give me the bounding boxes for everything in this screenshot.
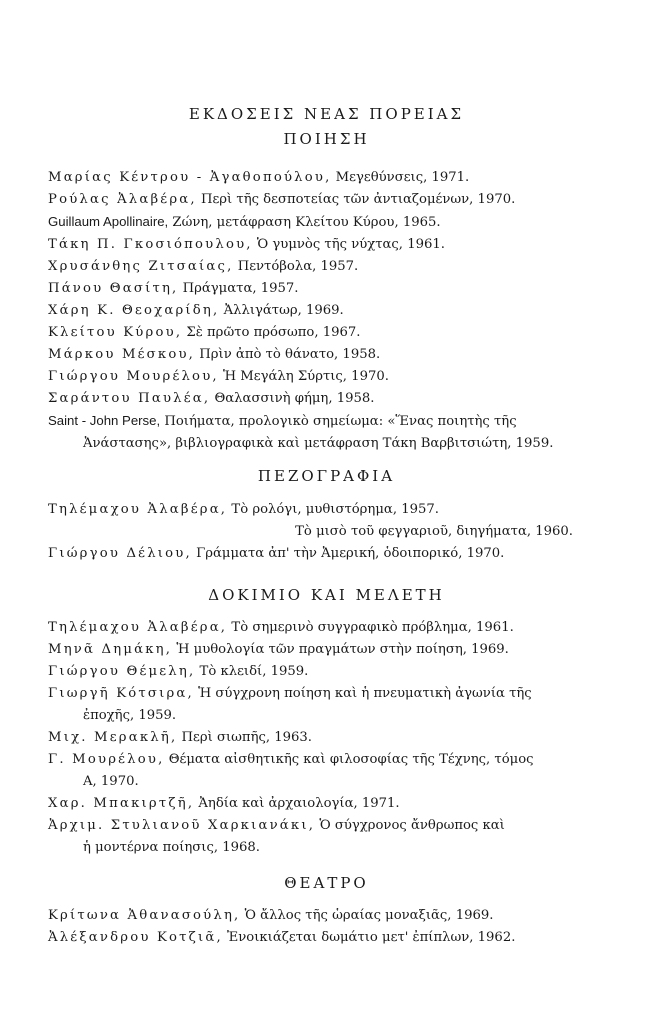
work: ἡ μοντέρνα ποίησις, 1968. [83,840,260,855]
work: Τὸ σημερινὸ συγγραφικὸ πρόβλημα, 1961. [227,620,514,635]
work: Ὁ ἄλλος τῆς ὡραίας μοναξιᾶς, 1969. [240,908,494,923]
author: Χάρη Κ. Θεοχαρίδη, [48,303,220,318]
author: Τάκη Π. Γκοσιόπουλου, [48,237,253,252]
author: Πάνου Θασίτη, [48,281,179,296]
publisher-title: ΕΚΔΟΣΕΙΣ ΝΕΑΣ ΠΟΡΕΙΑΣ [188,105,465,123]
list-item-continuation [48,837,608,859]
author: Κλείτου Κύρου, [48,325,183,340]
work: Γράμματα ἀπ' τὴν Ἀμερική, ὁδοιπορικό, 1970. [191,546,505,561]
list-item [48,234,608,256]
work: Θέματα αἰσθητικῆς καὶ φιλοσοφίας τῆς Τέχνης, τόμος [164,752,534,767]
author: Τηλέμαχου Ἀλαβέρα, [48,502,228,517]
author: Γιώργου Δέλιου, [48,546,192,561]
section-heading-prose: ΠΕΖΟΓΡΑΦΙΑ [257,467,396,485]
author: Γ. Μουρέλου, [48,752,165,767]
author: Γιωργῆ Κότσιρα, [48,686,194,701]
list-item [48,727,608,749]
list-item-continuation [48,705,608,727]
work: Ὁ γυμνὸς τῆς νύχτας, 1961. [252,237,445,252]
poetry-list [48,167,608,455]
list-item [48,322,608,344]
list-item [48,388,608,410]
list-item [48,617,608,639]
work: Ἡ σύγχρονη ποίηση καὶ ἡ πνευματικὴ ἀγωνία τῆς [193,686,532,701]
work: Α, 1970. [83,774,139,789]
work: Τὸ ρολόγι, μυθιστόρημα, 1957. [227,502,439,517]
work: Ἀνάστασης», βιβλιογραφικὰ καὶ μετάφραση Τάκη Βαρβιτσιώτη, 1959. [83,436,554,451]
work: ἐποχῆς, 1959. [83,708,177,723]
author: Γιώργου Θέμελη, [48,664,196,679]
author: Ἀρχιμ. Στυλιανοῦ Χαρκιανάκι, [48,818,316,833]
author: Χρυσάνθης Ζιτσαίας, [48,259,234,274]
work: Ἡ μυθολογία τῶν πραγμάτων στὴν ποίηση, 1969. [172,642,509,657]
work: Τὸ μισὸ τοῦ φεγγαριοῦ, διηγήματα, 1960. [295,524,573,539]
list-item-continuation [48,521,608,543]
work: Μεγεθύνσεις, 1971. [331,170,470,185]
author: Saint - John Perse, [48,413,161,428]
list-item [48,300,608,322]
work: Ζώνη, μετάφραση Κλείτου Κύρου, 1965. [168,215,441,230]
list-item [48,683,608,705]
list-item [48,211,608,234]
list-item [48,410,608,433]
list-item [48,278,608,300]
list-item [48,189,608,211]
list-item-continuation [48,433,608,455]
work: Ἀηδία καὶ ἀρχαιολογία, 1971. [194,796,400,811]
list-item [48,167,608,189]
prose-list [48,499,608,565]
list-item [48,543,608,565]
work: Ἡ Μεγάλη Σύρτις, 1970. [218,369,389,384]
list-item [48,793,608,815]
author: Μηνᾶ Δημάκη, [48,642,173,657]
list-item [48,661,608,683]
list-item [48,905,608,927]
author: Μαρίας Κέντρου - Ἀγαθοπούλου, [48,170,332,185]
list-item [48,815,608,837]
list-item [48,499,608,521]
list-item [48,366,608,388]
work: Ἐνοικιάζεται δωμάτιο μετ' ἐπίπλων, 1962. [222,930,516,945]
list-item-continuation [48,771,608,793]
list-item [48,639,608,661]
author: Μιχ. Μερακλῆ, [48,730,178,745]
author: Γιώργου Μουρέλου, [48,369,219,384]
work: Περὶ τῆς δεσποτείας τῶν ἀντιαζομένων, 1970. [196,192,516,207]
work: Πεντόβολα, 1957. [233,259,359,274]
work: Περὶ σιωπῆς, 1963. [177,730,313,745]
work: Ἀλλιγάτωρ, 1969. [219,303,344,318]
author: Κρίτωνα Ἀθανασούλη, [48,908,241,923]
section-heading-essay: ΔΟΚΙΜΙΟ ΚΑΙ ΜΕΛΕΤΗ [208,586,445,604]
list-item [48,344,608,366]
theatre-list [48,905,608,949]
work: Τὸ κλειδί, 1959. [195,664,309,679]
work: Σὲ πρῶτο πρόσωπο, 1967. [182,325,361,340]
section-heading-poetry: ΠΟΙΗΣΗ [283,130,370,148]
work: Ποιήματα, προλογικὸ σημείωμα: «Ἕνας ποιητὴς τῆς [160,414,517,429]
list-item [48,927,608,949]
author: Χαρ. Μπακιρτζῆ, [48,796,195,811]
author: Μάρκου Μέσκου, [48,347,196,362]
author: Ρούλας Ἀλαβέρα, [48,192,197,207]
work: Θαλασσινὴ φήμη, 1958. [210,391,375,406]
author: Σαράντου Παυλέα, [48,391,211,406]
work: Ὁ σύγχρονος ἄνθρωπος καὶ [315,818,505,833]
essay-list [48,617,608,859]
author: Ἀλέξανδρου Κοτζιᾶ, [48,930,223,945]
list-item [48,256,608,278]
list-item [48,749,608,771]
work: Πρὶν ἀπὸ τὸ θάνατο, 1958. [195,347,381,362]
work: Πράγματα, 1957. [178,281,299,296]
section-heading-theatre: ΘΕΑΤΡΟ [284,874,369,892]
author: Guillaum Apollinaire, [48,214,169,229]
author: Τηλέμαχου Ἀλαβέρα, [48,620,228,635]
